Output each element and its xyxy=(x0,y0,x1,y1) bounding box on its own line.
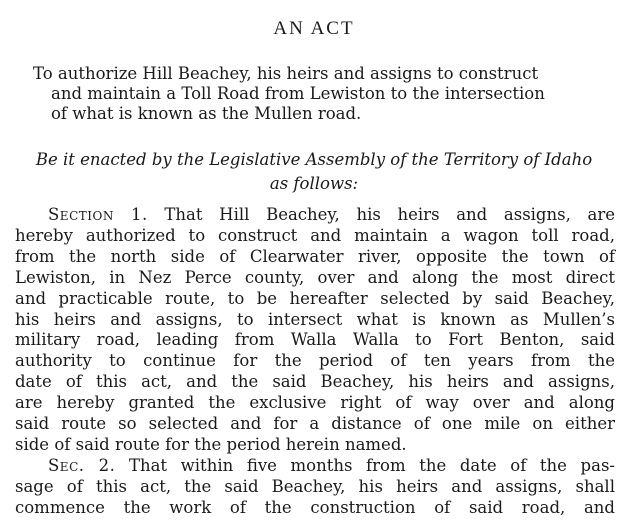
section-2-line: commence the work of the construction of said road, and xyxy=(15,497,615,517)
enacting-line: as follows: xyxy=(269,174,359,193)
section-1-line: his heirs and assigns, to intersect what is known as Mullen’s xyxy=(15,309,615,329)
section-1-line: authority to continue for the period of ten years from the xyxy=(15,351,615,371)
purpose-line: and maintain a Toll Road from Lewiston to the intersection xyxy=(51,84,545,103)
enacting-line: Be it enacted by the Legislative Assembly of the Territory of Idaho xyxy=(35,150,593,169)
section-1-line: hereby authorized to construct and maintain a wagon toll road, xyxy=(15,225,615,245)
section-1-line: and practicable route, to be hereafter selected by said Beachey, xyxy=(15,288,615,308)
section-1-text: That Hill Beachey, his heirs and assigns, are xyxy=(164,205,615,224)
act-purpose xyxy=(33,64,613,124)
section-1-line: said route so selected and for a distance of one mile on either xyxy=(15,414,615,434)
enacting-clause xyxy=(0,148,628,196)
section-1-label: Section 1. xyxy=(48,205,148,224)
act-body xyxy=(15,205,615,519)
purpose-line: To authorize Hill Beachey, his heirs and assigns to construct xyxy=(33,64,539,83)
section-1-line: Lewiston, in Nez Perce county, over and along the most direct xyxy=(15,267,615,287)
section-1-line: date of this act, and the said Beachey, his heirs and assigns, xyxy=(15,372,615,392)
act-title: AN ACT xyxy=(273,18,355,39)
section-1-line: are hereby granted the exclusive right of way over and along xyxy=(15,393,615,413)
section-2-text: That within five months from the date of the pas- xyxy=(128,455,615,475)
section-1-line: military road, leading from Walla Walla to Fort Benton, said xyxy=(15,330,615,350)
section-2-line: sage of this act, the said Beachey, his heirs and assigns, shall xyxy=(15,476,615,496)
section-2-label: Sec. 2. xyxy=(48,455,116,475)
purpose-line: of what is known as the Mullen road. xyxy=(51,104,362,123)
section-1-line: side of said route for the period herein named. xyxy=(15,434,407,454)
section-2-line xyxy=(15,456,615,477)
section-1-line: from the north side of Clearwater river, opposite the town of xyxy=(15,246,615,266)
section-1-line xyxy=(15,205,615,226)
